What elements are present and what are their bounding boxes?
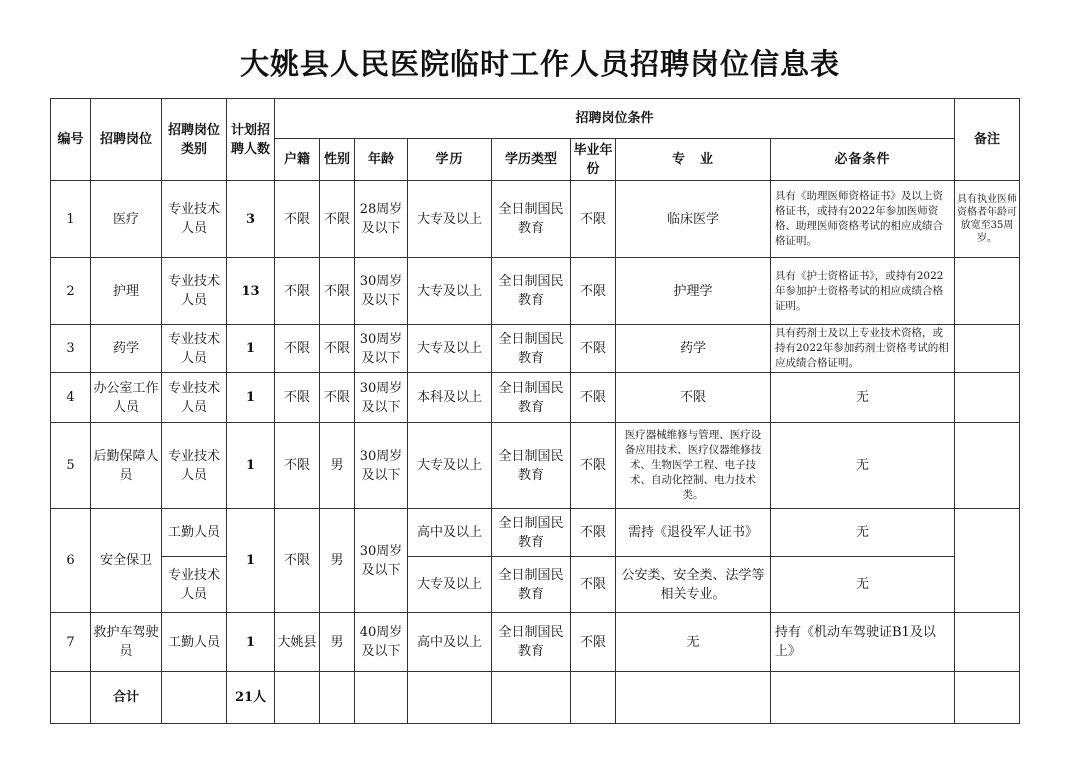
cell-age: 28周岁及以下 (355, 181, 408, 258)
table-row (51, 373, 1020, 423)
table-row (51, 258, 1020, 325)
cell-major: 医疗器械维修与管理、医疗设备应用技术、医疗仪器维修技术、生物医学工程、电子技术、自动化控制、电力技术类。 (616, 423, 771, 509)
header-post-type: 招聘岗位类别 (162, 99, 227, 181)
cell-grad-year: 不限 (571, 325, 616, 373)
cell-count: 1 (227, 509, 275, 613)
cell-edu: 大专及以上 (408, 423, 492, 509)
cell-required: 具有药剂士及以上专业技术资格，或持有2022年参加药剂士资格考试的相应成绩合格证明。 (771, 325, 955, 373)
cell-empty (955, 672, 1020, 724)
cell-age: 30周岁及以下 (355, 258, 408, 325)
cell-no: 2 (51, 258, 91, 325)
cell-edu-type: 全日制国民教育 (492, 557, 571, 613)
cell-edu: 大专及以上 (408, 181, 492, 258)
cell-empty (355, 672, 408, 724)
cell-edu: 高中及以上 (408, 613, 492, 672)
total-count: 21人 (227, 672, 275, 724)
cell-post-type: 专业技术人员 (162, 325, 227, 373)
cell-age: 40周岁及以下 (355, 613, 408, 672)
cell-empty (616, 672, 771, 724)
page-title: 大姚县人民医院临时工作人员招聘岗位信息表 (239, 47, 840, 81)
cell-post: 后勤保障人员 (91, 423, 162, 509)
cell-edu: 本科及以上 (408, 373, 492, 423)
cell-required: 无 (771, 557, 955, 613)
cell-post: 医疗 (91, 181, 162, 258)
cell-post-type: 工勤人员 (162, 509, 227, 557)
cell-huji: 大姚县 (275, 613, 320, 672)
cell-major: 护理学 (616, 258, 771, 325)
cell-remark (955, 423, 1020, 509)
cell-count: 1 (227, 373, 275, 423)
cell-huji: 不限 (275, 181, 320, 258)
cell-empty (51, 672, 91, 724)
cell-gender: 男 (320, 423, 355, 509)
cell-major: 药学 (616, 325, 771, 373)
header-conditions: 招聘岗位条件 (275, 99, 955, 139)
cell-post: 办公室工作人员 (91, 373, 162, 423)
cell-grad-year: 不限 (571, 258, 616, 325)
cell-no: 1 (51, 181, 91, 258)
cell-count: 1 (227, 325, 275, 373)
recruitment-table (50, 98, 1020, 724)
cell-major: 无 (616, 613, 771, 672)
cell-no: 4 (51, 373, 91, 423)
cell-no: 3 (51, 325, 91, 373)
cell-post-type: 专业技术人员 (162, 181, 227, 258)
header-major: 专 业 (616, 139, 771, 181)
table-row (51, 423, 1020, 509)
cell-remark (955, 325, 1020, 373)
cell-post-type: 专业技术人员 (162, 373, 227, 423)
cell-edu: 高中及以上 (408, 509, 492, 557)
cell-no: 7 (51, 613, 91, 672)
cell-huji: 不限 (275, 325, 320, 373)
cell-empty (320, 672, 355, 724)
header-edu-type: 学历类型 (492, 139, 571, 181)
cell-post-type: 工勤人员 (162, 613, 227, 672)
header-edu: 学历 (408, 139, 492, 181)
cell-required: 持有《机动车驾驶证B1及以上》 (771, 613, 955, 672)
total-row (51, 672, 1020, 724)
cell-required: 无 (771, 423, 955, 509)
header-huji: 户籍 (275, 139, 320, 181)
table-row (51, 613, 1020, 672)
cell-required: 具有《护士资格证书》，或持有2022年参加护士资格考试的相应成绩合格证明。 (771, 258, 955, 325)
cell-no: 6 (51, 509, 91, 613)
cell-remark: 具有执业医师资格者年龄可放宽至35周岁。 (955, 181, 1020, 258)
header-remark: 备注 (955, 99, 1020, 181)
cell-post-type: 专业技术人员 (162, 557, 227, 613)
cell-gender: 不限 (320, 373, 355, 423)
cell-grad-year: 不限 (571, 373, 616, 423)
cell-count: 13 (227, 258, 275, 325)
cell-required: 无 (771, 373, 955, 423)
cell-gender: 不限 (320, 181, 355, 258)
table-row (51, 509, 1020, 557)
cell-post: 药学 (91, 325, 162, 373)
cell-remark (955, 509, 1020, 613)
cell-huji: 不限 (275, 258, 320, 325)
cell-count: 1 (227, 423, 275, 509)
table-row (51, 181, 1020, 258)
cell-edu-type: 全日制国民教育 (492, 373, 571, 423)
cell-count: 3 (227, 181, 275, 258)
cell-post-type: 专业技术人员 (162, 423, 227, 509)
header-count: 计划招聘人数 (227, 99, 275, 181)
cell-gender: 不限 (320, 258, 355, 325)
cell-required: 无 (771, 509, 955, 557)
cell-edu-type: 全日制国民教育 (492, 181, 571, 258)
cell-empty (162, 672, 227, 724)
cell-edu: 大专及以上 (408, 557, 492, 613)
cell-edu-type: 全日制国民教育 (492, 509, 571, 557)
cell-grad-year: 不限 (571, 613, 616, 672)
cell-major: 需持《退役军人证书》 (616, 509, 771, 557)
cell-post: 护理 (91, 258, 162, 325)
cell-edu: 大专及以上 (408, 325, 492, 373)
cell-post: 安全保卫 (91, 509, 162, 613)
cell-grad-year: 不限 (571, 181, 616, 258)
header-grad-year: 毕业年份 (571, 139, 616, 181)
cell-remark (955, 258, 1020, 325)
cell-empty (571, 672, 616, 724)
header-gender: 性别 (320, 139, 355, 181)
cell-empty (771, 672, 955, 724)
cell-remark (955, 373, 1020, 423)
cell-edu-type: 全日制国民教育 (492, 613, 571, 672)
cell-edu: 大专及以上 (408, 258, 492, 325)
header-age: 年龄 (355, 139, 408, 181)
header-no: 编号 (51, 99, 91, 181)
cell-huji: 不限 (275, 423, 320, 509)
header-required: 必备条件 (771, 139, 955, 181)
header-post: 招聘岗位 (91, 99, 162, 181)
table-row (51, 325, 1020, 373)
cell-grad-year: 不限 (571, 557, 616, 613)
cell-edu-type: 全日制国民教育 (492, 423, 571, 509)
cell-major: 公安类、安全类、法学等相关专业。 (616, 557, 771, 613)
cell-huji: 不限 (275, 509, 320, 613)
cell-empty (492, 672, 571, 724)
cell-remark (955, 613, 1020, 672)
cell-age: 30周岁及以下 (355, 373, 408, 423)
cell-post-type: 专业技术人员 (162, 258, 227, 325)
cell-age: 30周岁及以下 (355, 423, 408, 509)
cell-edu-type: 全日制国民教育 (492, 258, 571, 325)
cell-post: 救护车驾驶员 (91, 613, 162, 672)
cell-gender: 不限 (320, 325, 355, 373)
cell-gender: 男 (320, 509, 355, 613)
cell-major: 不限 (616, 373, 771, 423)
cell-huji: 不限 (275, 373, 320, 423)
cell-age: 30周岁及以下 (355, 509, 408, 613)
cell-empty (275, 672, 320, 724)
cell-empty (408, 672, 492, 724)
table-row (51, 557, 1020, 613)
cell-count: 1 (227, 613, 275, 672)
cell-edu-type: 全日制国民教育 (492, 325, 571, 373)
cell-grad-year: 不限 (571, 423, 616, 509)
cell-grad-year: 不限 (571, 509, 616, 557)
total-label: 合计 (91, 672, 162, 724)
cell-major: 临床医学 (616, 181, 771, 258)
cell-no: 5 (51, 423, 91, 509)
cell-gender: 男 (320, 613, 355, 672)
cell-required: 具有《助理医师资格证书》及以上资格证书，或持有2022年参加医师资格、助理医师资格考试的相应成绩合格证明。 (771, 181, 955, 258)
cell-age: 30周岁及以下 (355, 325, 408, 373)
